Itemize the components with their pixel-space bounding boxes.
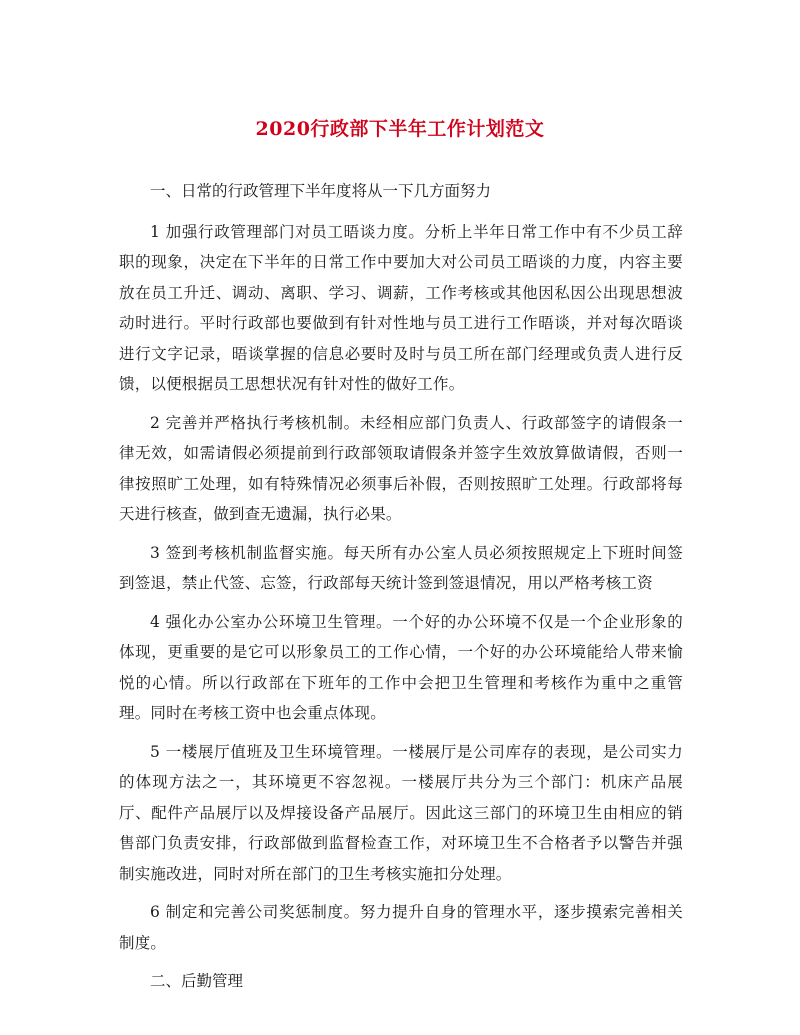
document-body	[119, 176, 683, 1007]
paragraph-3: 3 签到考核机制监督实施。每天所有办公室人员必须按照规定上下班时间签到签退，禁止代签、忘签，行政部每天统计签到签退情况，用以严格考核工资	[119, 543, 683, 592]
section-heading-1: 一、日常的行政管理下半年度将从一下几方面努力	[150, 182, 492, 200]
paragraph-5: 5 一楼展厅值班及卫生环境管理。一楼展厅是公司库存的表现，是公司实力的体现方法之一，其环境更不容忽视。一楼展厅共分为三个部门：机床产品展厅、配件产品展厅以及焊接设备产品展厅。因此这三部门的环境卫生由相应的销售部门负责安排，行政部做到监督检查工作，对环境卫生不合格者予以警告并强制实施改进，同时对所在部门的卫生考核实施扣分处理。	[119, 742, 683, 883]
document-title: 2020行政部下半年工作计划范文	[255, 118, 545, 140]
paragraph-6: 6 制定和完善公司奖惩制度。努力提升自身的管理水平，逐步摸索完善相关制度。	[119, 903, 683, 952]
paragraph-1: 1 加强行政管理部门对员工晤谈力度。分析上半年日常工作中有不少员工辞职的现象，决定在下半年的日常工作中要加大对公司员工晤谈的力度，内容主要放在员工升迁、调动、离职、学习、调薪，工作考核或其他因私因公出现思想波动时进行。平时行政部也要做到有针对性地与员工进行工作晤谈，并对每次晤谈进行文字记录，晤谈掌握的信息必要时及时与员工所在部门经理或负责人进行反馈，以便根据员工思想状况有针对性的做好工作。	[119, 222, 683, 393]
paragraph-2: 2 完善并严格执行考核机制。未经相应部门负责人、行政部签字的请假条一律无效，如需请假必须提前到行政部领取请假条并签字生效放算做请假，否则一律按照旷工处理，如有特殊情况必须事后补假，否则按照旷工处理。行政部将每天进行核查，做到查无遗漏，执行必果。	[119, 413, 683, 523]
section-heading-2: 二、后勤管理	[150, 972, 244, 990]
paragraph-4: 4 强化办公室办公环境卫生管理。一个好的办公环境不仅是一个企业形象的体现，更重要的是它可以形象员工的工作心情，一个好的办公环境能给人带来愉悦的心情。所以行政部在下班年的工作中会把卫生管理和考核作为重中之重管理。同时在考核工资中也会重点体现。	[119, 612, 683, 722]
